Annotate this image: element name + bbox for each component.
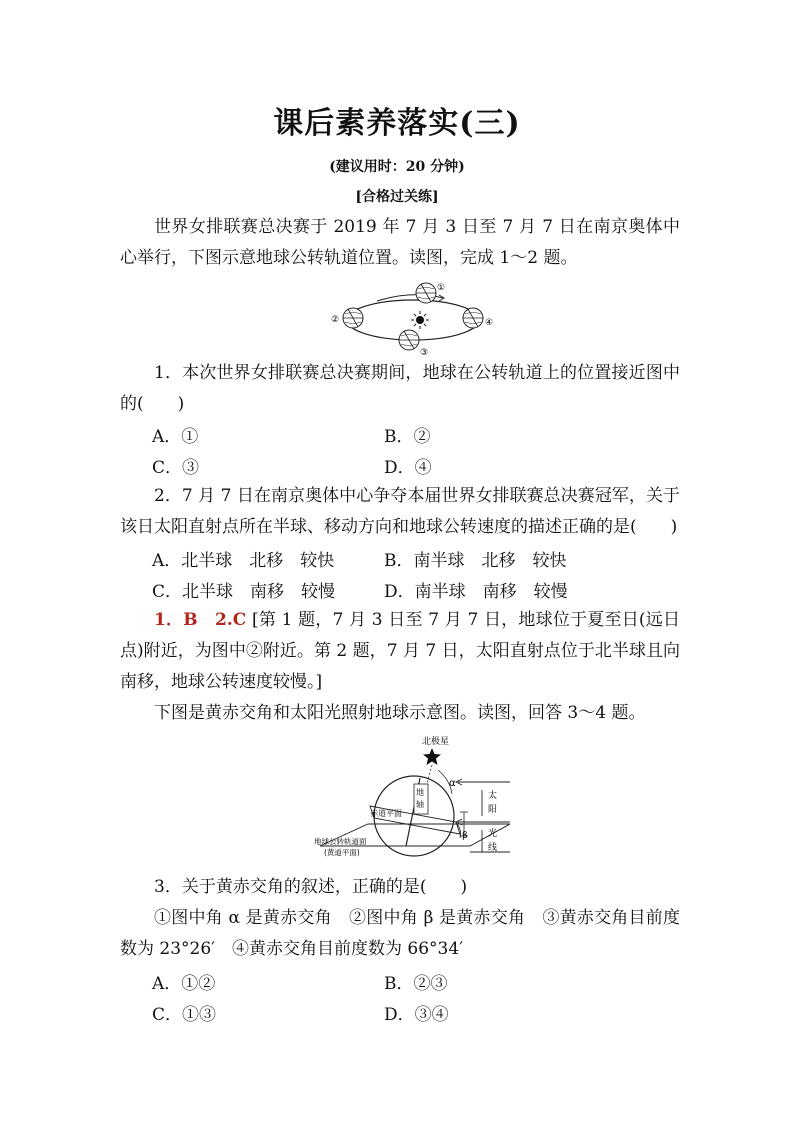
answer-1-2 [120, 605, 680, 698]
q2-option-d: D．南半球 南移 较慢 [384, 582, 568, 602]
q3-stem: 3．关于黄赤交角的叙述，正确的是( ) [154, 877, 468, 897]
earth-position-2 [343, 308, 363, 328]
q3-option-a: A．①② [152, 974, 216, 994]
intro-paragraph-2: 下图是黄赤交角和太阳光照射地球示意图。读图，回答 3～4 题。 [154, 703, 646, 723]
time-note: (建议用时：20 分钟) [329, 159, 465, 175]
sun-icon [411, 311, 429, 329]
sun-label-2: 阳 [488, 805, 498, 815]
label-1: ① [437, 283, 446, 293]
polaris-label: 北极星 [422, 737, 450, 747]
orbit-plane-label: 地球公转轨道面 [314, 837, 367, 846]
q2-option-a: A．北半球 北移 较快 [152, 551, 335, 571]
equator-plane-label: 赤道平面 [370, 809, 402, 818]
star-icon [423, 748, 441, 765]
intro-paragraph-1: 世界女排联赛总决赛于 2019 年 7 月 3 日至 7 月 7 日在南京奥体中心举行，下图示意地球公转轨道位置。读图，完成 1～2 题。 [120, 217, 680, 268]
q2-option-c: C．北半球 南移 较慢 [152, 582, 336, 602]
q1-option-b: B．② [384, 427, 431, 447]
earth-position-1 [416, 283, 436, 303]
label-3: ③ [420, 348, 429, 358]
obliquity-diagram [310, 728, 520, 863]
light-label-1: 光 [488, 829, 498, 839]
light-label-2: 线 [488, 843, 498, 853]
label-4: ④ [485, 318, 494, 328]
ecliptic-plane-label: (黄道平面) [324, 848, 360, 857]
label-2: ② [331, 315, 340, 325]
q1-option-d: D．④ [384, 458, 432, 478]
earth-position-3 [399, 330, 419, 350]
q3-option-b: B．②③ [384, 974, 448, 994]
earth-axis-label-1: 地 [416, 788, 424, 797]
q3-option-d: D．③④ [384, 1005, 449, 1025]
q3-statements: ①图中角 α 是黄赤交角 ②图中角 β 是黄赤交角 ③黄赤交角目前度数为 23°26′ ④黄赤交角目前度数为 66°34′ [120, 908, 680, 959]
q3-option-c: C．①③ [152, 1005, 217, 1025]
earth-axis-label-2: 轴 [416, 800, 424, 809]
answer-keys: 1．B 2.C [154, 610, 247, 630]
beta-label: β [462, 831, 468, 841]
page-title: 课后素养落实(三) [273, 106, 521, 141]
q2-stem: 2．7 月 7 日在南京奥体中心争夺本届世界女排联赛总决赛冠军，关于该日太阳直射点所在半球、移动方向和地球公转速度的描述正确的是( ) [120, 486, 680, 537]
earth-position-4 [463, 308, 483, 328]
q2-option-b: B．南半球 北移 较快 [384, 551, 567, 571]
q1-option-a: A．① [152, 427, 199, 447]
q1-option-c: C．③ [152, 458, 200, 478]
orbit-diagram [325, 278, 500, 358]
sun-label-1: 太 [488, 791, 498, 801]
alpha-label: α [449, 778, 456, 789]
q1-stem: 1．本次世界女排联赛总决赛期间，地球在公转轨道上的位置接近图中的( ) [120, 363, 680, 414]
section-heading: [合格过关练] [355, 189, 439, 205]
answer-explanation: [第 1 题，7 月 3 日至 7 月 7 日，地球位于夏至日(远日点)附近，为图中②附近。第 2 题，7 月 7 日，太阳直射点位于北半球且向南移，地球公转速度较慢。] [120, 610, 680, 692]
